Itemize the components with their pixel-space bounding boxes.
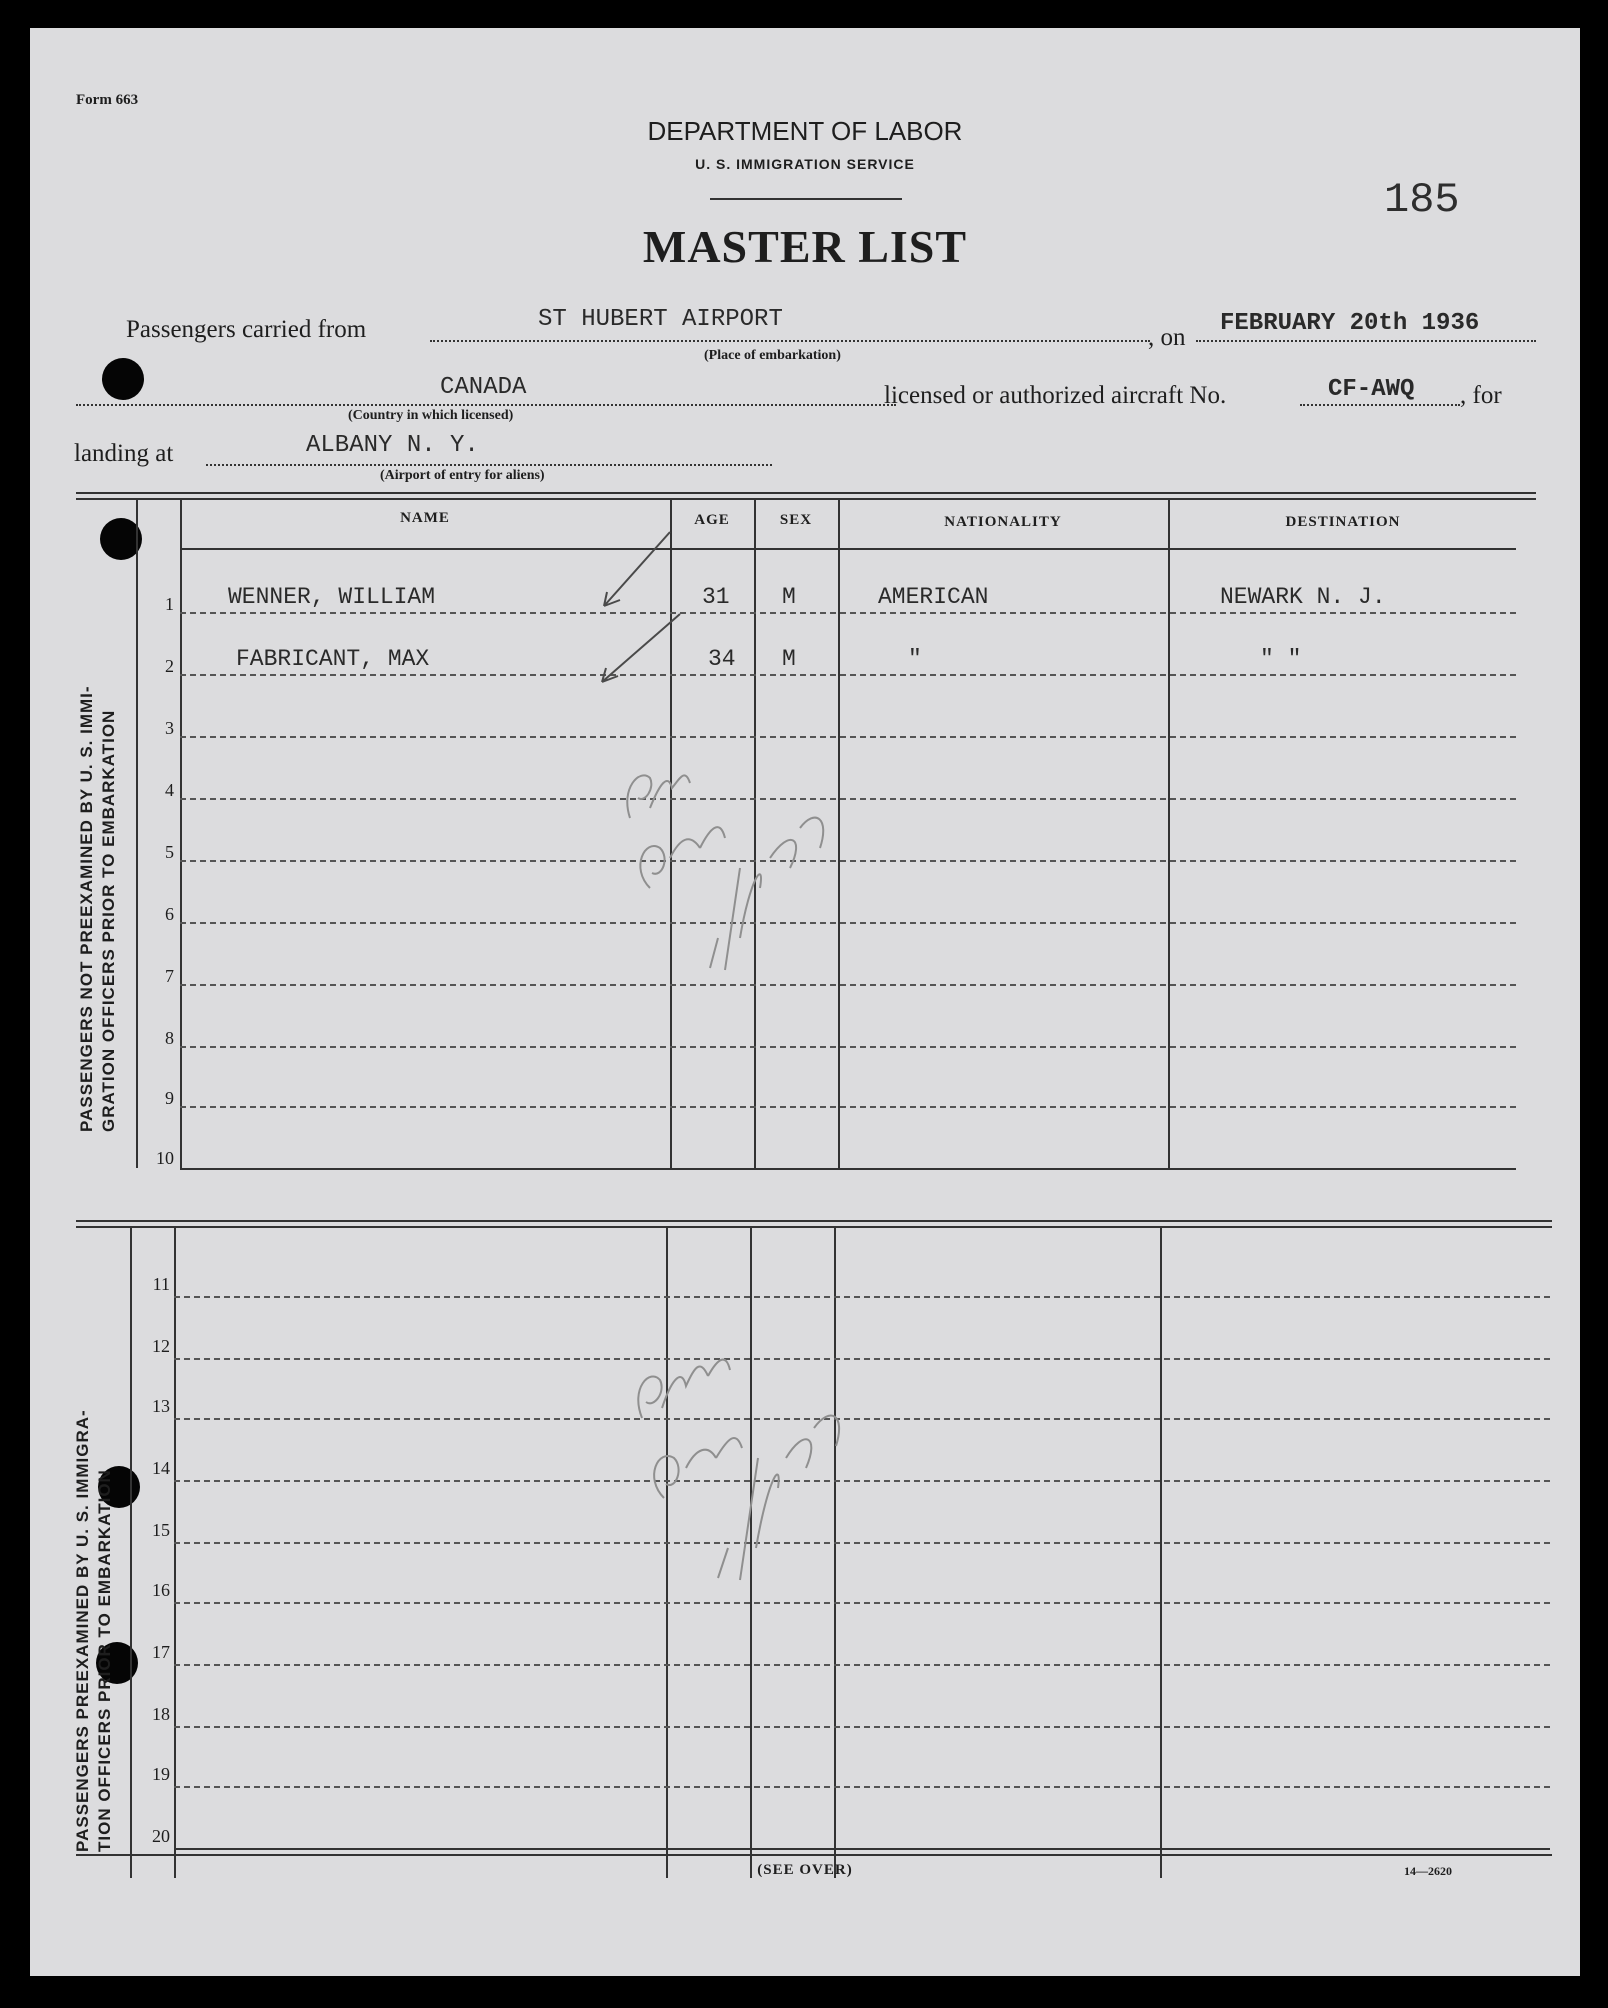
table2-top-rule: [76, 1226, 1552, 1228]
row-number: 18: [152, 1704, 170, 1724]
row-number: 1: [165, 594, 174, 614]
row-number: 8: [165, 1028, 174, 1048]
passenger-name: WENNER, WILLIAM: [228, 584, 436, 610]
passenger-sex: M: [782, 646, 796, 672]
carried-from-line: [430, 340, 1150, 342]
row-number: 7: [165, 966, 174, 986]
row-line: [180, 1046, 1516, 1048]
row-line: [180, 612, 1516, 614]
row-number: 3: [165, 718, 174, 738]
row-line: [174, 1358, 1550, 1360]
document-page: [30, 28, 1580, 1976]
row-number: 2: [165, 656, 174, 676]
page-number: 185: [1384, 176, 1460, 224]
passenger-age: 34: [708, 646, 736, 672]
row-line: [174, 1602, 1550, 1604]
row-number: 6: [165, 904, 174, 924]
row-number: 9: [165, 1088, 174, 1108]
table2-border: [174, 1228, 176, 1878]
service-heading: U. S. IMMIGRATION SERVICE: [695, 156, 915, 172]
print-code: 14—2620: [1404, 1864, 1452, 1878]
place-caption: (Place of embarkation): [704, 348, 841, 363]
table2-top-rule: [76, 1220, 1552, 1222]
row-number: 12: [152, 1336, 170, 1356]
passenger-nationality: ": [908, 646, 922, 672]
country-value: CANADA: [440, 374, 527, 401]
passenger-name: FABRICANT, MAX: [236, 646, 430, 672]
row-number: 16: [152, 1580, 170, 1600]
row-number: 4: [165, 780, 174, 800]
for-label: , for: [1460, 382, 1502, 409]
row-line: [174, 1296, 1550, 1298]
row-number: 14: [152, 1458, 170, 1478]
col-age-header: AGE: [694, 512, 730, 528]
table1-header-rule: [180, 548, 1516, 550]
on-label: , on: [1148, 324, 1186, 351]
heading-rule: [710, 198, 902, 200]
table1-top-rule: [76, 498, 1536, 500]
carried-from-value: ST HUBERT AIRPORT: [538, 306, 783, 333]
section2-side-label: PASSENGERS PREEXAMINED BY U. S. IMMIGRA- TION OFFICERS PRIOR TO EMBARKATION: [73, 1409, 114, 1852]
pencil-annotation-icon: [590, 1258, 850, 1588]
table1-border: [1168, 500, 1170, 1168]
page-title: MASTER LIST: [642, 221, 968, 272]
col-sex-header: SEX: [779, 512, 813, 528]
aircraft-line: [1300, 404, 1460, 406]
date-value: FEBRUARY 20th 1936: [1220, 310, 1480, 337]
row-number: 17: [152, 1642, 170, 1662]
aircraft-value: CF-AWQ: [1328, 376, 1415, 403]
punch-hole: [102, 358, 144, 400]
passenger-sex: M: [782, 584, 796, 610]
landing-caption: (Airport of entry for aliens): [380, 468, 545, 483]
row-line: [180, 1106, 1516, 1108]
row-line: [174, 1664, 1550, 1666]
col-name-header: NAME: [400, 510, 450, 526]
passenger-nationality: AMERICAN: [878, 584, 989, 610]
form-number: Form 663: [76, 92, 139, 108]
row-line: [174, 1480, 1550, 1482]
table2-border: [130, 1228, 132, 1878]
table2-bottom-rule: [174, 1848, 1550, 1850]
row-number: 19: [152, 1764, 170, 1784]
row-line: [174, 1418, 1550, 1420]
check-mark-icon: [590, 524, 710, 694]
row-line: [174, 1786, 1550, 1788]
table1-bottom-rule: [180, 1168, 1516, 1170]
col-destination-header: DESTINATION: [1285, 514, 1401, 530]
passenger-destination: NEWARK N. J.: [1220, 584, 1386, 610]
table2-border: [1160, 1228, 1162, 1878]
carried-from-label: Passengers carried from: [126, 316, 367, 343]
country-line: [76, 404, 896, 406]
country-caption: (Country in which licensed): [348, 408, 514, 423]
pencil-annotation-icon: [590, 708, 850, 998]
passenger-destination: " ": [1260, 646, 1302, 672]
row-number: 5: [165, 842, 174, 862]
date-line: [1196, 340, 1536, 342]
aircraft-label: licensed or authorized aircraft No.: [884, 382, 1227, 409]
row-number: 11: [152, 1274, 170, 1294]
row-number: 10: [156, 1148, 174, 1168]
row-line: [174, 1542, 1550, 1544]
passenger-age: 31: [702, 584, 730, 610]
landing-label: landing at: [74, 440, 174, 467]
landing-line: [206, 464, 772, 466]
row-line: [174, 1726, 1550, 1728]
table1-border: [180, 500, 182, 1168]
landing-value: ALBANY N. Y.: [306, 432, 479, 459]
department-heading: DEPARTMENT OF LABOR: [647, 116, 963, 146]
row-number: 15: [152, 1520, 170, 1540]
table2-bottom-rule: [76, 1854, 1552, 1856]
see-over-note: (SEE OVER): [757, 1862, 853, 1878]
row-number: 20: [152, 1826, 170, 1846]
row-line: [180, 674, 1516, 676]
col-nationality-header: NATIONALITY: [944, 514, 1062, 530]
row-number: 13: [152, 1396, 170, 1416]
section1-side-label: PASSENGERS NOT PREEXAMINED BY U. S. IMMI- GRATION OFFICERS PRIOR TO EMBARKATION: [77, 685, 118, 1132]
table1-top-rule: [76, 492, 1536, 494]
